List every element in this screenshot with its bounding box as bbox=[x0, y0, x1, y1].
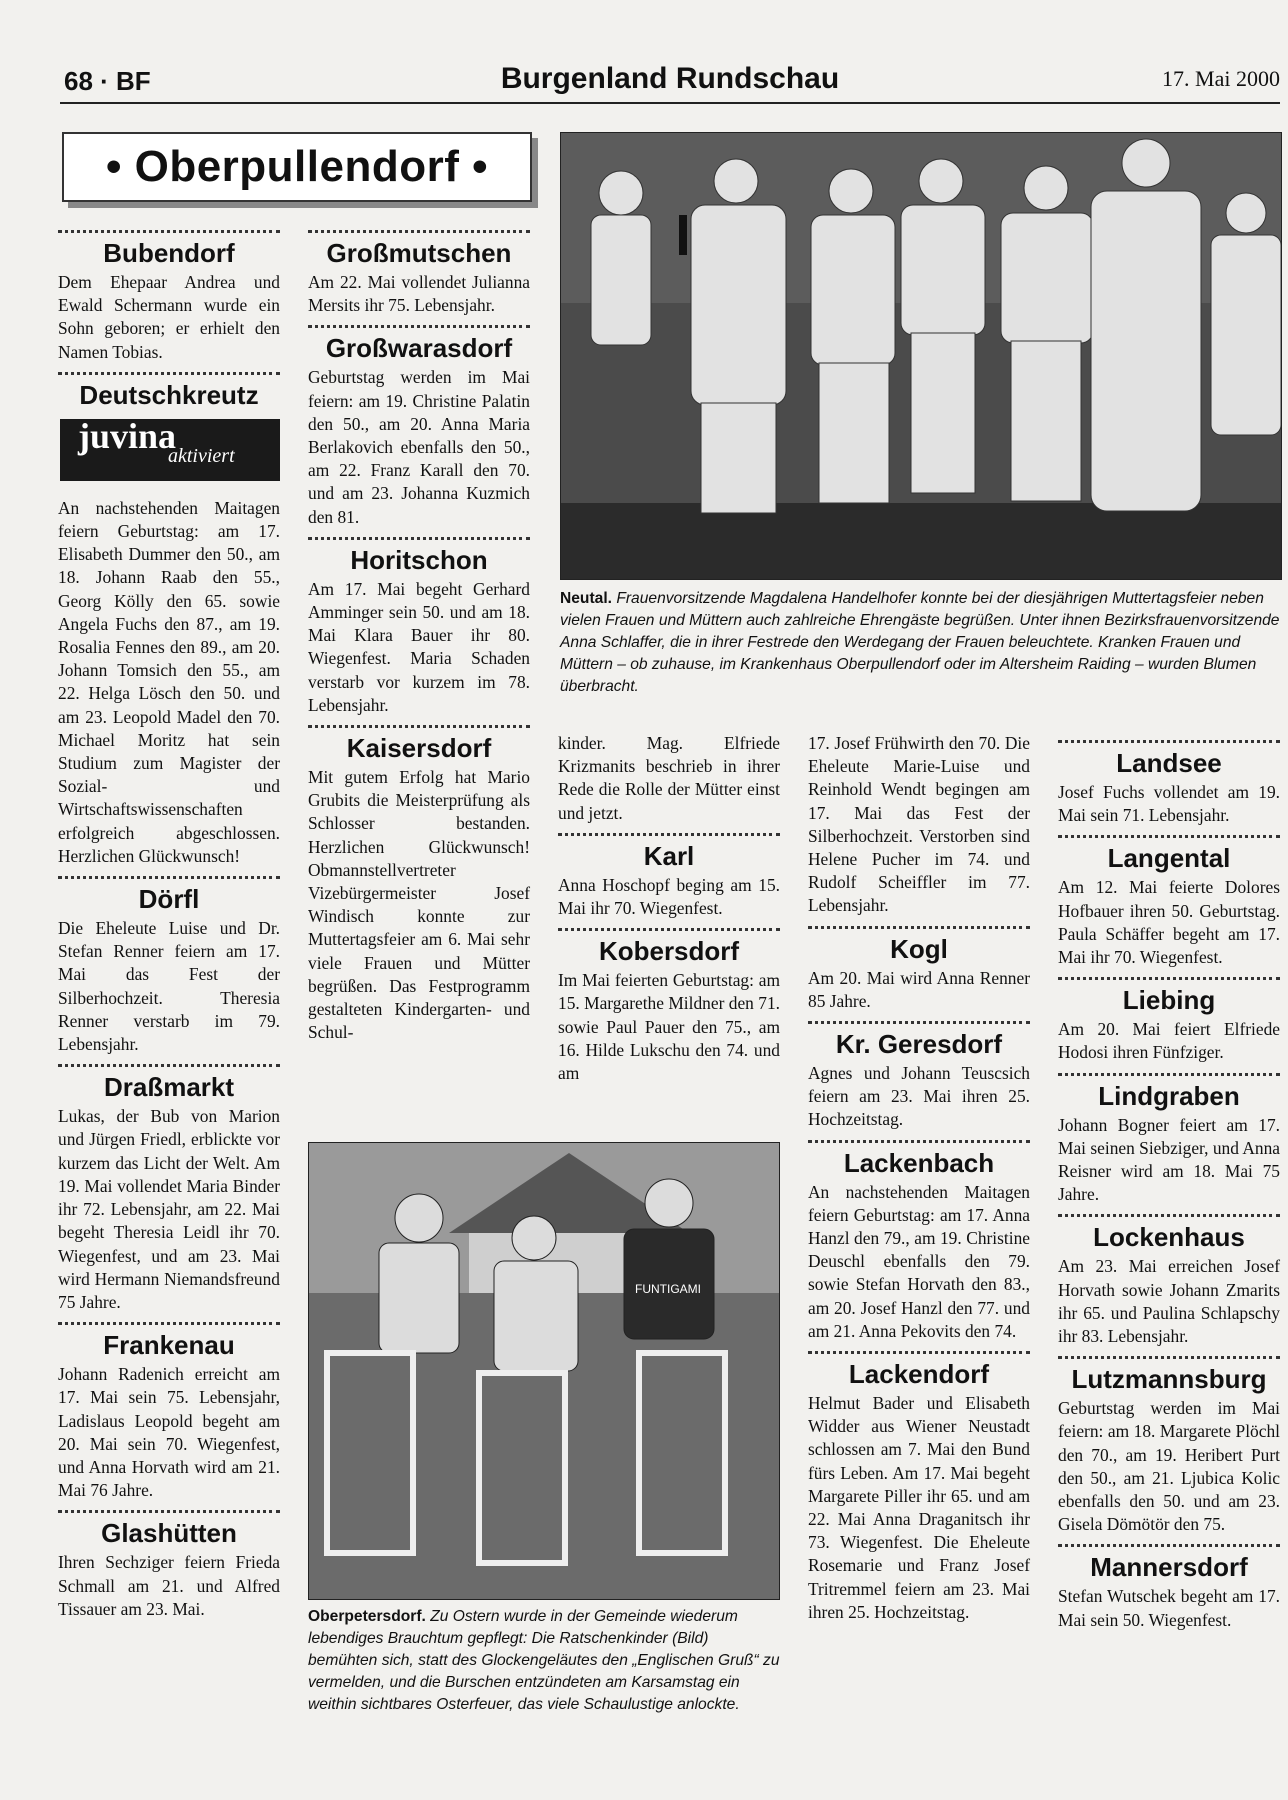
divider bbox=[1058, 1214, 1280, 1217]
town-text: An nachstehenden Maitagen feiern Geburtstag: am 17. Elisabeth Dummer den 50., am 18. Johann Raab den 55., Georg Kölly den 65. sowie Angela Fuchs den 87., am 19. Rosalia Fennes den 89., am 20. Johann Tomsich den 55., am 22. Helga Lösch den 50. und am 23. Leopold Madel den 70. Michael Moritz hat sein Studium zum Magister der Sozial- und Wirtschaftswissenschaften erfolgreich abgeschlossen. Herzlichen Glückwunsch! bbox=[58, 497, 280, 866]
divider bbox=[808, 1140, 1030, 1143]
divider bbox=[58, 230, 280, 233]
town-text: Am 12. Mai feierte Dolores Hofbauer ihren 50. Geburtstag. Paula Schäffer begeht am 17. Mai ihr 70. Wiegenfest. bbox=[1058, 877, 1280, 968]
divider bbox=[808, 926, 1030, 929]
town-heading: Bubendorf bbox=[103, 238, 235, 268]
caption-place: Neutal. bbox=[560, 590, 612, 607]
town-text: Agnes und Johann Teuscsich feiern am 23. Mai ihren 25. Hochzeitstag. bbox=[808, 1063, 1030, 1130]
divider bbox=[1058, 740, 1280, 743]
ratschen-photo-illustration bbox=[309, 1143, 779, 1599]
town-heading: Karl bbox=[643, 840, 695, 871]
town-heading: Lackenbach bbox=[843, 1147, 995, 1178]
divider bbox=[58, 1064, 280, 1067]
divider bbox=[308, 725, 530, 728]
column-3 bbox=[558, 732, 780, 1085]
town-text: Josef Fuchs vollendet am 19. Mai sein 71. Lebensjahr. bbox=[1058, 782, 1280, 826]
divider bbox=[808, 1021, 1030, 1024]
jersey-text: FUNTIGAMI bbox=[635, 1282, 701, 1296]
town-heading: Glashütten bbox=[101, 1518, 237, 1549]
divider bbox=[58, 372, 280, 375]
photo-caption-bottom bbox=[308, 1606, 780, 1716]
divider bbox=[308, 230, 530, 233]
town-heading: Kr. Geresdorf bbox=[835, 1029, 1003, 1060]
town-text: Lukas, der Bub von Marion und Jürgen Friedl, erblickte vor kurzem das Licht der Welt. Am 19. Mai vollendet Maria Binder ihr 72. Lebensjahr, am 22. Mai begeht Theresia Leidl ihr 70. Wiegenfest, und am 23. Mai wird Hermann Niemandsfreund 75 Jahre. bbox=[58, 1106, 280, 1312]
divider bbox=[558, 928, 780, 931]
town-text: Stefan Wutschek begeht am 17. Mai sein 50. Wiegenfest. bbox=[1058, 1586, 1280, 1630]
region-banner: • Oberpullendorf • bbox=[62, 132, 532, 202]
town-heading: Lackendorf bbox=[848, 1359, 990, 1390]
divider bbox=[1058, 835, 1280, 838]
town-text: Am 22. Mai vollendet Julianna Mersits ihr 75. Lebensjahr. bbox=[308, 272, 530, 316]
town-heading: Lutzmannsburg bbox=[1071, 1364, 1267, 1395]
town-text: Helmut Bader und Elisabeth Widder aus Wiener Neustadt schlossen am 7. Mai den Bund fürs Leben. Am 17. Mai begeht Margarete Piller ihr 65. und am 22. Mai Anna Draganitsch ihr 73. Wiegenfest. Die Eheleute Rosemarie und Franz Josef Tritremmel feiern am 23. Mai ihren 25. Hochzeitstag. bbox=[808, 1393, 1030, 1622]
town-text: Am 20. Mai wird Anna Renner 85 Jahre. bbox=[808, 967, 1030, 1011]
town-text: Geburtstag werden im Mai feiern: am 18. Margarete Plöchl den 70., am 19. Heribert Purt den 50., am 21. Ljubica Kolic ebenfalls den 50. und am 23. Gisela Dömötör den 75. bbox=[1058, 1398, 1280, 1535]
group-photo-illustration bbox=[561, 133, 1281, 579]
town-heading: Kaisersdorf bbox=[346, 733, 492, 764]
town-heading: Mannersdorf bbox=[1090, 1552, 1248, 1583]
issue-date: 17. Mai 2000 bbox=[1162, 66, 1280, 91]
town-text: Im Mai feierten Geburtstag: am 15. Margarethe Mildner den 71. sowie Paul Pauer den 75., am 16. Hilde Lukschu den 74. und am bbox=[558, 970, 780, 1084]
divider bbox=[558, 833, 780, 836]
town-text: Ihren Sechziger feiern Frieda Schmall am 21. und Alfred Tissauer am 23. Mai. bbox=[58, 1552, 280, 1619]
photo-oberpetersdorf-ratschen bbox=[308, 1142, 780, 1600]
column-4 bbox=[808, 732, 1030, 1624]
town-text: kinder. Mag. Elfriede Krizmanits beschrieb in ihrer Rede die Rolle der Mütter einst und jetzt. bbox=[558, 733, 780, 823]
town-text: Am 20. Mai feiert Elfriede Hodosi ihren Fünfziger. bbox=[1058, 1019, 1280, 1063]
town-heading: Deutschkreutz bbox=[79, 379, 259, 410]
column-1 bbox=[58, 222, 280, 1621]
town-text: Am 23. Mai erreichen Josef Horvath sowie Johann Zmarits ihr 65. und Paulina Schlapschy ihr 83. Lebensjahr. bbox=[1058, 1256, 1280, 1347]
photo-neutal-muttertag bbox=[560, 132, 1282, 580]
column-5 bbox=[1058, 732, 1280, 1632]
town-text: An nachstehenden Maitagen feiern Geburtstag: am 17. Anna Hanzl den 79., am 19. Christine Deuschl ebenfalls den 79. sowie Stefan Horvath den 83., am 20. Josef Hanzl den 77. und am 21. Anna Pekovits den 74. bbox=[808, 1181, 1030, 1341]
town-text: Dem Ehepaar Andrea und Ewald Schermann wurde ein Sohn geboren; er erhielt den Namen Tobias. bbox=[58, 272, 280, 362]
town-heading: Draßmarkt bbox=[103, 1072, 235, 1103]
town-text: 17. Josef Frühwirth den 70. Die Eheleute Marie-Luise und Reinhold Wendt begingen am 17. Mai das Fest der Silberhochzeit. Verstorben sind Helene Pucher im 74. und Rudolf Scheiffler im 77. Lebensjahr. bbox=[808, 733, 1030, 916]
town-text: Anna Hoschopf beging am 15. Mai ihr 70. Wiegenfest. bbox=[558, 874, 780, 919]
town-heading: Langental bbox=[1107, 843, 1231, 874]
town-text: Mit gutem Erfolg hat Mario Grubits die Meisterprüfung als Schlosser bestanden. Herzlichen Glückwunsch! Obmannstellvertreter Vizebürgermeister Josef Windisch konnte zur Muttertagsfeier am 6. Mai sehr viele Frauen und Mütter begrüßen. Das Festprogramm gestalteten Kindergarten- und Schul- bbox=[308, 767, 530, 1043]
page-number: 68 · BF bbox=[64, 66, 151, 96]
town-heading: Großmutschen bbox=[326, 238, 512, 268]
town-text: Geburtstag werden im Mai feiern: am 19. Christine Palatin den 50., am 20. Anna Maria Berlakovich ebenfalls den 50., am 22. Franz Karall den 70. und am 23. Johanna Kuzmich den 81. bbox=[308, 367, 530, 527]
town-text: Johann Radenich erreicht am 17. Mai sein 75. Lebensjahr, Ladislaus Leopold begeht am 20. Mai sein 70. Wiegenfest, und Anna Horvath wird am 21. Mai 76 Jahre. bbox=[58, 1364, 280, 1501]
juvina-logo: juvina aktiviert bbox=[60, 419, 280, 481]
town-text: Am 17. Mai begeht Gerhard Amminger sein 50. und am 18. Mai Klara Bauer ihr 80. Wiegenfest. Maria Schaden verstarb vor kurzem im 78. Lebensjahr. bbox=[308, 578, 530, 715]
town-text: Die Eheleute Luise und Dr. Stefan Renner feiern am 17. Mai das Fest der Silberhochzeit. Theresia Renner verstarb im 79. Lebensjahr. bbox=[58, 918, 280, 1055]
divider bbox=[58, 1322, 280, 1325]
caption-text: Frauenvorsitzende Magdalena Handelhofer konnte bei der diesjährigen Muttertagsfeier neben vielen Frauen und Müttern auch zahlreiche Ehrengäste begrüßen. Unter ihnen Bezirksfrauenvorsitzende Anna Schlaffer, die in ihrer Festrede den Werdegang der Frauen beleuchtete. Kranken Frauen und Müttern – ob zuhause, im Krankenhaus Oberpullendorf oder im Altersheim Raiding – wurden Blumen überbracht. bbox=[560, 590, 1280, 695]
divider bbox=[1058, 1073, 1280, 1076]
publication-title: Burgenland Rundschau bbox=[500, 62, 840, 95]
town-heading: Liebing bbox=[1122, 985, 1216, 1016]
caption-text: Zu Ostern wurde in der Gemeinde wiederum lebendiges Brauchtum gepflegt: Die Ratschenkinder (Bild) bemühten sich, statt des Glockengeläutes den „Englischen Gruß“ zu vermelden, und die Burschen entzündeten am Karsamstag ein weithin sichtbares Osterfeuer, das viele Schaulustige anlockte. bbox=[308, 1608, 780, 1713]
town-heading: Horitschon bbox=[350, 544, 488, 575]
town-heading: Lindgraben bbox=[1098, 1080, 1240, 1111]
divider bbox=[1058, 1544, 1280, 1547]
town-heading: Dörfl bbox=[138, 884, 200, 915]
divider bbox=[308, 537, 530, 540]
town-heading: Kobersdorf bbox=[598, 936, 740, 967]
town-heading: Kogl bbox=[890, 933, 948, 964]
town-heading: Lockenhaus bbox=[1093, 1222, 1245, 1253]
town-heading: Großwarasdorf bbox=[325, 333, 513, 364]
page-header bbox=[60, 62, 1280, 104]
divider bbox=[308, 325, 530, 328]
caption-place: Oberpetersdorf. bbox=[308, 1608, 426, 1625]
town-text: Johann Bogner feiert am 17. Mai seinen Siebziger, und Anna Reisner wird am 18. Mai 75 Jahre. bbox=[1058, 1114, 1280, 1205]
divider bbox=[1058, 977, 1280, 980]
divider bbox=[58, 1510, 280, 1513]
divider bbox=[58, 876, 280, 879]
divider bbox=[808, 1351, 1030, 1354]
town-heading: Landsee bbox=[1116, 748, 1222, 778]
photo-caption-top bbox=[560, 588, 1280, 698]
divider bbox=[1058, 1356, 1280, 1359]
town-heading: Frankenau bbox=[103, 1330, 235, 1361]
column-2 bbox=[308, 222, 530, 1044]
